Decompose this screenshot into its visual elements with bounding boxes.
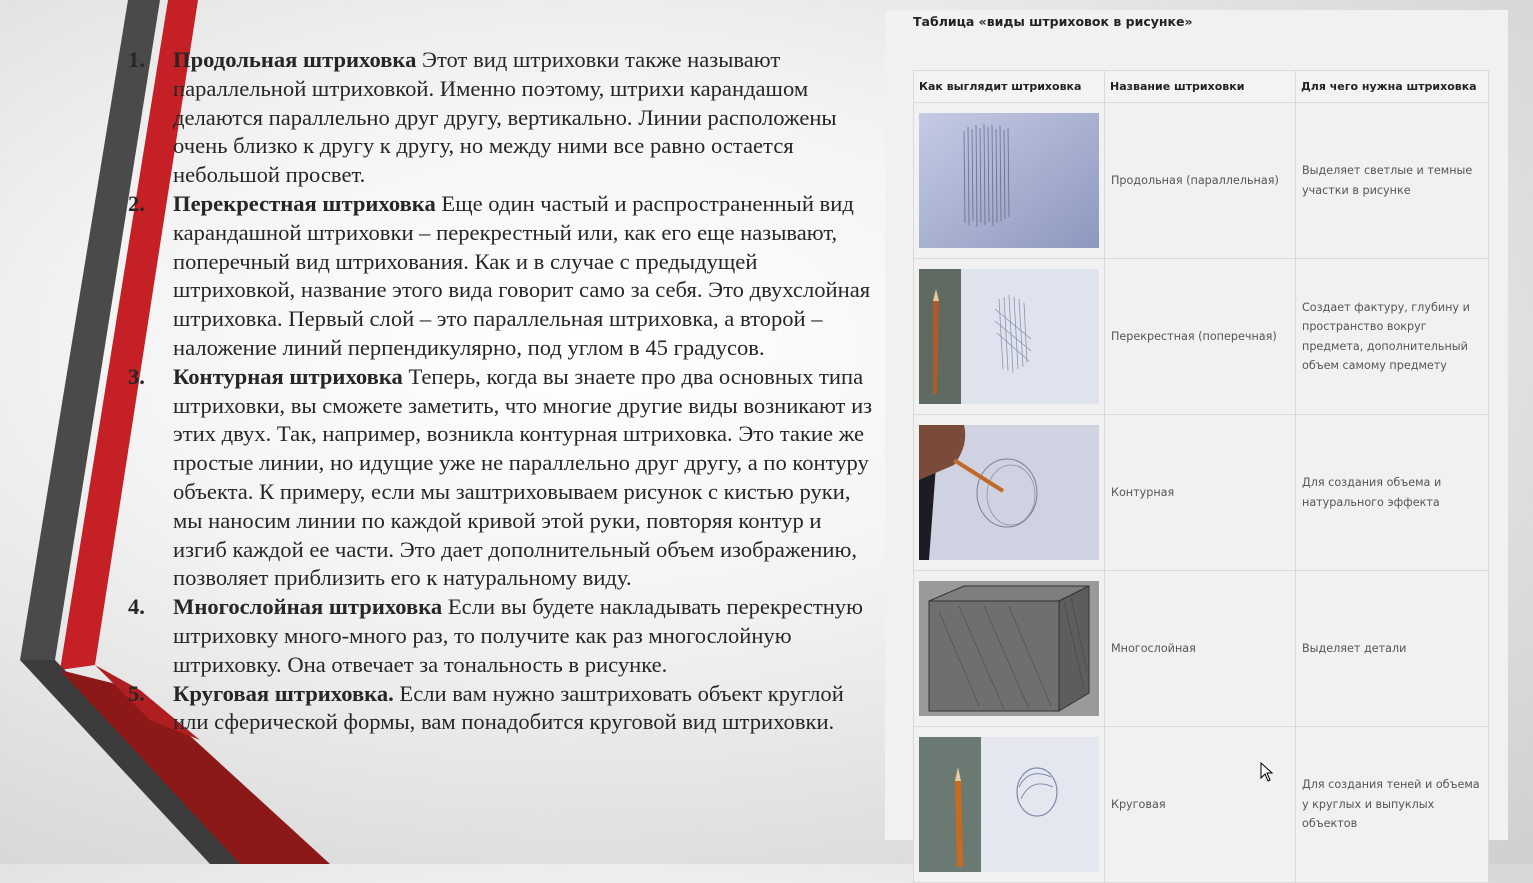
hatching-name: Продольная (параллельная) <box>1105 103 1296 259</box>
list-item-title: Круговая штриховка. <box>173 680 394 706</box>
table-row <box>914 259 1489 415</box>
cross-hatching-photo <box>919 269 1099 404</box>
table-row <box>914 571 1489 727</box>
table-row <box>914 103 1489 259</box>
hatching-name: Контурная <box>1105 415 1296 571</box>
parallel-hatching-photo <box>919 113 1099 248</box>
hatching-name: Перекрестная (поперечная) <box>1105 259 1296 415</box>
hatching-purpose: Для создания теней и объема у круглых и выпуклых объектов <box>1296 727 1489 883</box>
multilayer-hatching-photo <box>919 581 1099 716</box>
table-row <box>914 415 1489 571</box>
hatching-purpose: Для создания объема и натурального эффекта <box>1296 415 1489 571</box>
table-row <box>914 727 1489 883</box>
hatching-name: Круговая <box>1105 727 1296 883</box>
hatching-purpose: Выделяет светлые и темные участки в рисунке <box>1296 103 1489 259</box>
hatching-purpose: Создает фактуру, глубину и пространство вокруг предмета, дополнительный объем самому предмету <box>1296 259 1489 415</box>
table-header-row <box>914 71 1489 103</box>
list-item <box>128 190 873 363</box>
list-item-title: Многослойная штриховка <box>173 594 443 620</box>
list-item-title: Продольная штриховка <box>173 47 417 72</box>
list-item-title: Перекрестная штриховка <box>173 190 436 216</box>
mouse-cursor-icon <box>1260 762 1274 782</box>
list-item <box>128 46 873 190</box>
image-cell <box>914 727 1105 883</box>
list-item-title: Контурная штриховка <box>173 363 403 389</box>
column-header: Как выглядит штриховка <box>914 71 1105 103</box>
list-number: 3. <box>128 363 145 389</box>
list-item <box>128 593 873 679</box>
list-number: 5. <box>128 680 145 706</box>
list-item-text: Еще один частый и распространенный вид карандашной штриховки – перекрестный или, как его еще называют, поперечный вид штрихования. Как и в случае с предыдущей штриховкой, название этого вида говорит само за себя. Это двухслойная штриховка. Первый слой – это параллельная штриховка, а второй – наложение линий перпендикулярно, под углом в 45 градусов. <box>173 190 871 360</box>
list-item <box>128 680 873 738</box>
list-item-text: Теперь, когда вы знаете про два основных типа штриховки, вы сможете заметить, что многие другие виды возникают из этих двух. Так, например, возникла контурная штриховка. Это такие же простые линии, но идущие уже не параллельно друг другу, а по контуру объекта. К примеру, если мы заштриховываем рисунок с кистью руки, мы наносим линии по каждой кривой этой руки, повторяя контур и изгиб каждой ее части. Это дает дополнительный объем изображению, позволяет приблизить его к натуральному виду. <box>173 363 873 591</box>
hatching-table <box>913 70 1489 883</box>
column-header: Для чего нужна штриховка <box>1296 71 1489 103</box>
list-number: 1. <box>128 47 145 72</box>
list-item-text: Если вы будете накладывать перекрестную штриховку много-много раз, то получите как раз многослойную штриховку. Она отвечает за тональность в рисунке. <box>173 594 863 677</box>
image-cell <box>914 259 1105 415</box>
hatching-purpose: Выделяет детали <box>1296 571 1489 727</box>
hatching-name: Многослойная <box>1105 571 1296 727</box>
circular-hatching-photo <box>919 737 1099 872</box>
list-item <box>128 363 873 593</box>
list-number: 2. <box>128 190 145 216</box>
column-header: Название штриховки <box>1105 71 1296 103</box>
image-cell <box>914 415 1105 571</box>
list-item-text: Этот вид штриховки также называют параллельной штриховкой. Именно поэтому, штрихи карандашом делаются параллельно друг другу, вертикально. Линии расположены очень близко к другу к другу, но между ними все равно остается небольшой просвет. <box>173 47 837 188</box>
hatching-types-list <box>128 46 873 737</box>
image-cell <box>914 103 1105 259</box>
list-item-text: Если вам нужно заштриховать объект круглой или сферической формы, вам понадобится круговой вид штриховки. <box>173 680 844 735</box>
list-number: 4. <box>128 594 145 620</box>
contour-hatching-photo <box>919 425 1099 560</box>
image-cell <box>914 571 1105 727</box>
hatching-table-screenshot <box>885 10 1508 840</box>
table-title: Таблица «виды штриховок в рисунке» <box>913 14 1193 29</box>
